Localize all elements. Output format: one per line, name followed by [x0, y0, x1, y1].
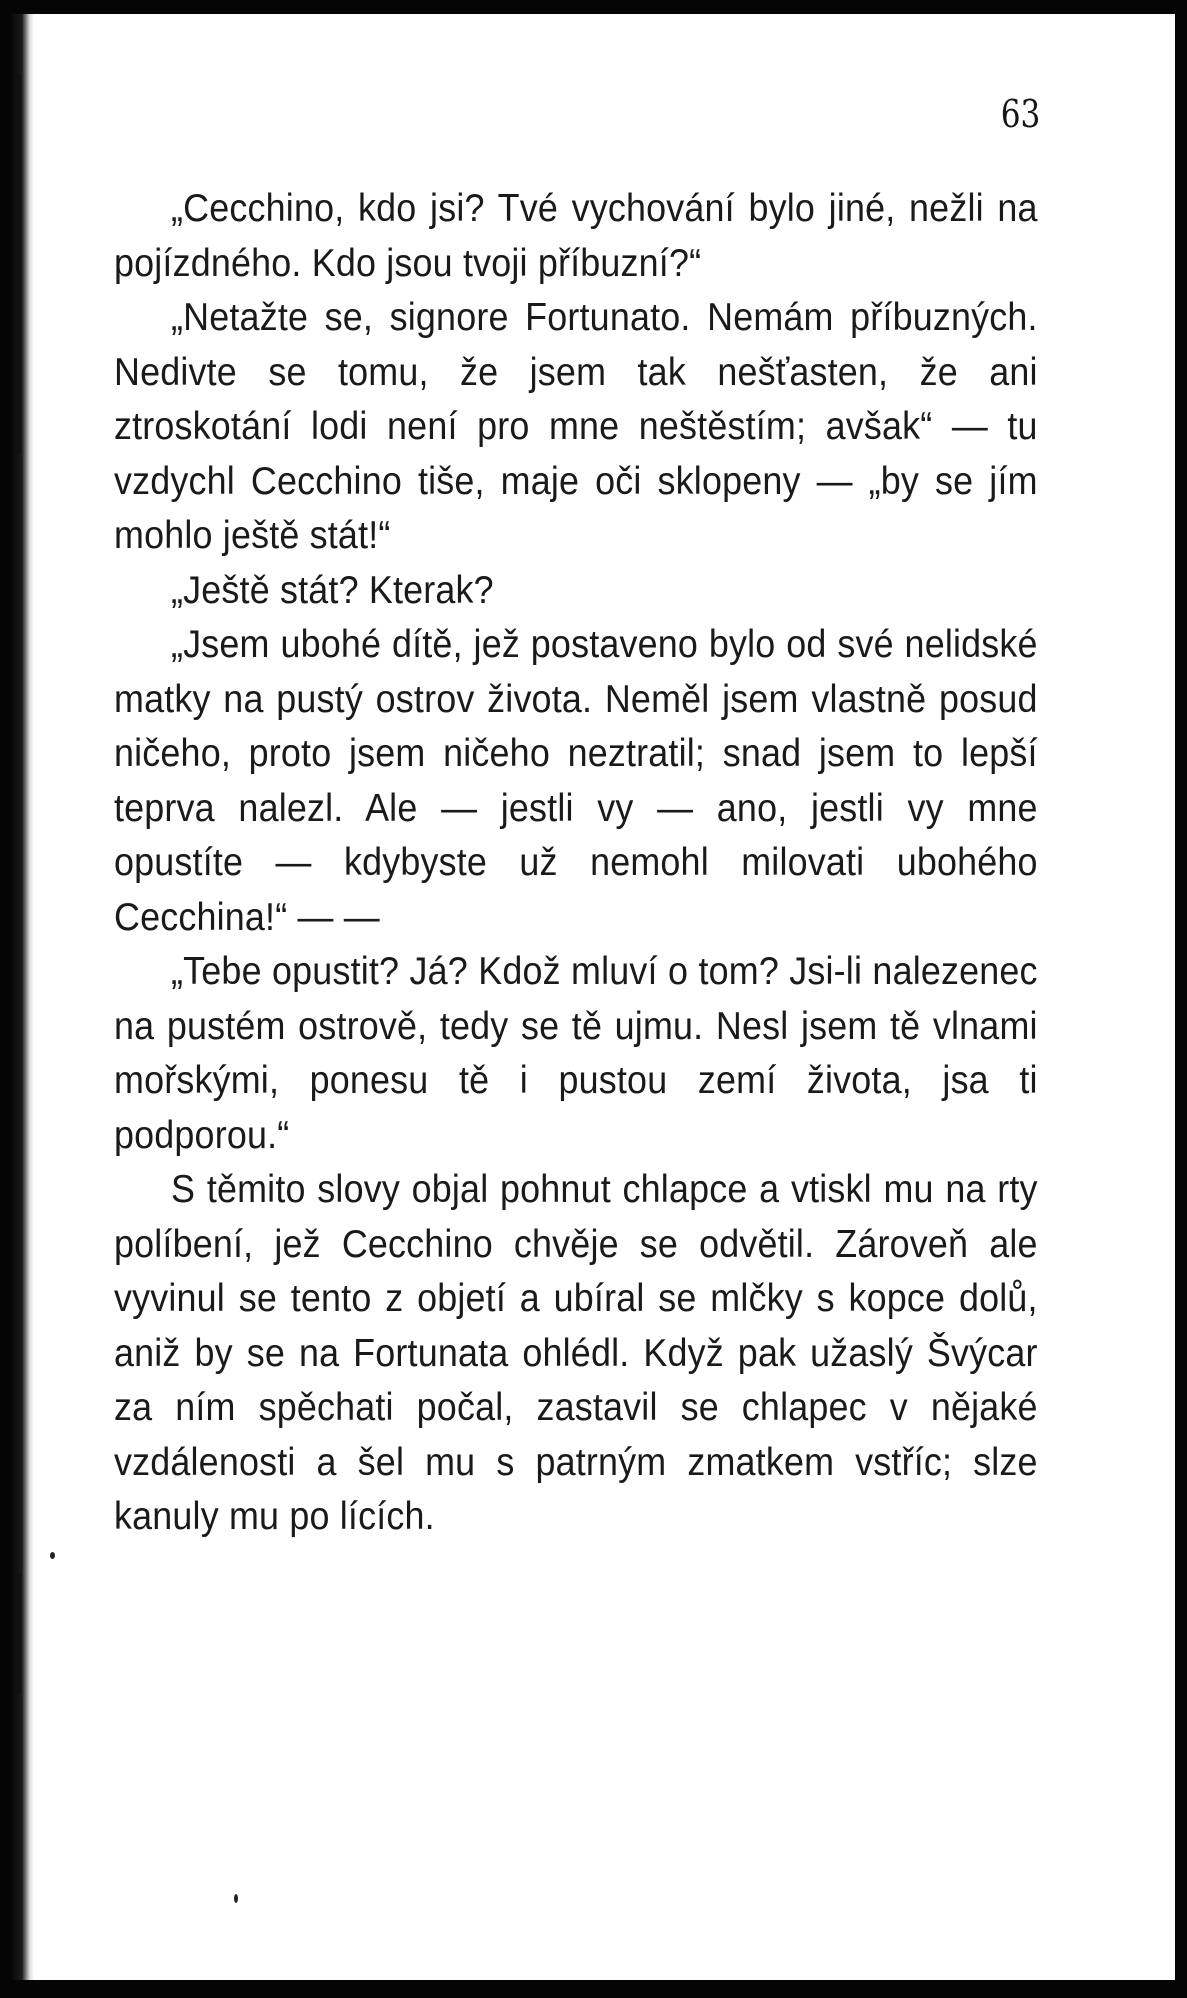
binding-mark: [16, 74, 21, 454]
ink-speck: [50, 1552, 55, 1559]
paragraph: „Netažte se, signore Fortunato. Nemám příbuzných. Nedivte se tomu, že jsem tak nešťasten, že ani ztroskotání lodi není pro mne neštěstím; avšak“ — tu vzdychl Cecchino tiše, maje oči sklopeny — „by se jím mohlo ještě stát!“: [114, 296, 1038, 557]
ink-speck: [234, 1894, 238, 1903]
body-text: [114, 182, 1038, 1545]
paragraph: „Jsem ubohé dítě, jež postaveno bylo od své nelidské matky na pustý ostrov života. Neměl jsem vlastně posud ničeho, proto jsem ničeho neztratil; snad jsem to lepší teprva nalezl. Ale — jestli vy — ano, jestli vy mne opustíte — kdybyste už nemohl milovati ubohého Cecchina!“ — —: [114, 623, 1038, 939]
paragraph: „Ještě stát? Kterak?: [171, 568, 494, 612]
binding-mark: [16, 1574, 21, 1694]
paragraph: „Tebe opustit? Já? Kdož mluví o tom? Jsi-li nalezenec na pustém ostrově, tedy se tě ujmu. Nesl jsem tě vlnami mořskými, ponesu tě i pustou zemí života, jsa ti podporou.“: [114, 950, 1038, 1157]
paragraph: „Cecchino, kdo jsi? Tvé vychování bylo jiné, nežli na pojízdného. Kdo jsou tvoji příbuzní?“: [114, 187, 1038, 285]
paragraph: S těmito slovy objal pohnut chlapce a vtiskl mu na rty políbení, jež Cecchino chvěje se odvětil. Zároveň ale vyvinul se tento z objetí a ubíral se mlčky s kopce dolů, aniž by se na Fortunata ohlédl. Když pak užaslý Švýcar za ním spěchati počal, zastavil se chlapec v nějaké vzdálenosti a šel mu s patrným zmatkem vstříc; slze kanuly mu po lících.: [114, 1168, 1038, 1538]
page-number: 63: [1000, 92, 1040, 136]
book-page: [12, 14, 1175, 1980]
